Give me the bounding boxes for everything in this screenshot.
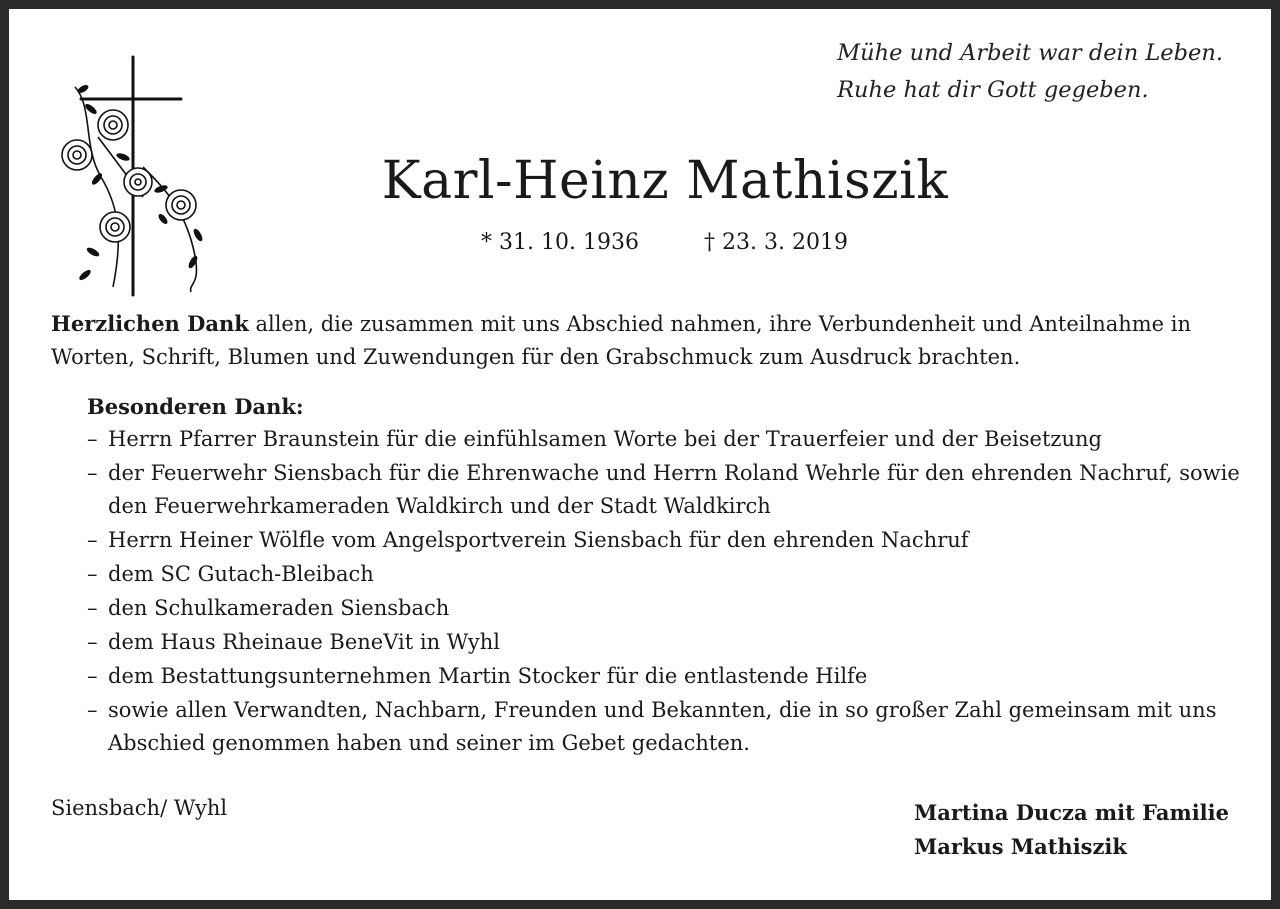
- list-item: – sowie allen Verwandten, Nachbarn, Freunden und Bekannten, die in so großer Zahl gemeinsam mit uns Abschied genommen haben und seiner im Gebet gedachten.: [87, 694, 1241, 760]
- birth-date: * 31. 10. 1936: [481, 230, 639, 255]
- list-item: – den Schulkameraden Siensbach: [87, 592, 1241, 625]
- list-item: – der Feuerwehr Siensbach für die Ehrenwache und Herrn Roland Wehrle für den ehrenden Nachruf, sowie den Feuerwehrkameraden Waldkirch und der Stadt Waldkirch: [87, 457, 1241, 523]
- special-thanks-list: [87, 423, 1241, 760]
- list-item: – Herrn Heiner Wölfle vom Angelsportverein Siensbach für den ehrenden Nachruf: [87, 524, 1241, 557]
- thanks-lead: Herzlichen Dank: [51, 311, 249, 336]
- motto-line-2: Ruhe hat dir Gott gegeben.: [837, 77, 1149, 103]
- motto-verse: [837, 35, 1223, 109]
- thanks-intro: [51, 307, 1241, 374]
- signer-2: Markus Mathiszik: [914, 834, 1127, 859]
- signers: [914, 796, 1229, 864]
- list-item: – dem Haus Rheinaue BeneVit in Wyhl: [87, 626, 1241, 659]
- special-thanks-title: Besonderen Dank:: [87, 394, 304, 419]
- place: Siensbach/ Wyhl: [51, 796, 228, 820]
- special-thanks: [87, 390, 1241, 760]
- thanks-body: [51, 307, 1241, 760]
- list-item: – dem Bestattungsunternehmen Martin Stocker für die entlastende Hilfe: [87, 660, 1241, 693]
- list-item: – Herrn Pfarrer Braunstein für die einfühlsamen Worte bei der Trauerfeier und der Beisetzung: [87, 423, 1241, 456]
- list-item: – dem SC Gutach-Bleibach: [87, 558, 1241, 591]
- deceased-name: Karl-Heinz Mathiszik: [381, 151, 949, 211]
- signer-1: Martina Ducza mit Familie: [914, 800, 1229, 825]
- thanks-text: allen, die zusammen mit uns Abschied nahmen, ihre Verbundenheit und Anteilnahme in Worten, Schrift, Blumen und Zuwendungen für den Grabschmuck zum Ausdruck brachten.: [51, 312, 1192, 369]
- obituary-card: [9, 9, 1271, 900]
- death-date: † 23. 3. 2019: [704, 230, 848, 255]
- motto-line-1: Mühe und Arbeit war dein Leben.: [837, 40, 1223, 66]
